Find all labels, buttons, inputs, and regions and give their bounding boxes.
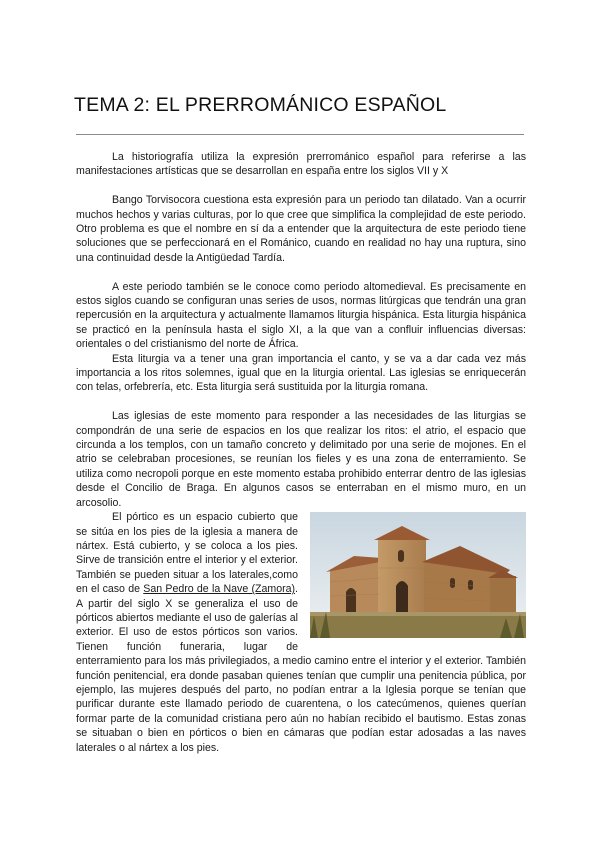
paragraph-1: La historiografía utiliza la expresión prerrománico español para referirse a las manifestaciones artísticas que se desarrollan en españa entre los siglos VII y X [76, 151, 526, 178]
paragraph-3: A este periodo también se le conoce como periodo altomedieval. Es precisamente en estos siglos cuando se configuran unas series de usos, normas litúrgicas que tendrán una gran repercusión en la arquitectura y actualmente llamamos liturgia hispánica. Esta liturgia hispánica se practicó en la península hasta el siglo XI, a la que van a confluir influencias diversas: orientales o del cristianismo del norte de África. [76, 280, 526, 351]
paragraph-4: Esta liturgia va a tener una gran importancia el canto, y se va a dar cada vez más importancia a los ritos solemnes, igual que en la liturgia oriental. Las iglesias se enriquecerán con telas, orfebrería, etc. Esta liturgia será sustituida por la liturgia romana. [76, 352, 526, 394]
paragraph-6-part-b: . A partir del siglo X se generaliza el uso de pórticos abiertos mediante el uso de galerías al exterior. El uso de estos pórticos son varios. Tienen función funeraria, lugar de enterramiento para los más privilegiados, a medio camino entre el interior y el exterior. También función penitencial, era donde pasaban quienes tenían que cumplir una penitencia pública, por ejemplo, las mujeres después del parto, no podían entrar a la Iglesia porque se tenían que purificar durante este llamado periodo de cuarentena, o los catecúmenos, quienes querían formar parte de la comunidad cristiana pero aún no habían recibido el bautismo. Estas zonas se situaban o bien en pórticos o bien en cámaras que podían estar adosadas a las naves laterales o al nártex a los pies. [76, 583, 526, 754]
church-photo [310, 512, 526, 638]
title-divider [76, 134, 524, 135]
page-title: TEMA 2: EL PRERROMÁNICO ESPAÑOL [74, 94, 447, 116]
paragraph-2: Bango Torvisocora cuestiona esta expresión para un periodo tan dilatado. Van a ocurrir muchos hechos y varias culturas, por lo que cree que simplifica la complejidad de este periodo. Otro problema es que el nombre en sí da a entender que la arquitectura de este periodo tiene soluciones que se perfeccionará en el Románico, cuando en realidad no hay una ruptura, sino una continuidad desde la Antigüedad Tardía. [76, 194, 526, 264]
church-photo-icon [310, 512, 526, 638]
paragraph-6-part-a: El pórtico es un espacio cubierto que se sitúa en los pies de la iglesia a manera de nártex. Está cubierto, y se coloca a los pies. Sirve de transición entre el interior y el exterior. También se pueden situar a los laterales,como en el caso de [76, 511, 298, 596]
document-body [76, 150, 526, 755]
san-pedro-link[interactable]: San Pedro de la Nave (Zamora) [143, 583, 296, 596]
paragraph-5: Las iglesias de este momento para responder a las necesidades de las liturgias se compondrán de una serie de espacios en los que realizar los ritos: el atrio, el espacio que circunda a los templos, con un tamaño concreto y delimitado por una serie de mojones. En el atrio se celebraban procesiones, se reunían los fieles y es una zona de enterramiento. Se utiliza como necropoli porque en este momento estaba prohibido enterrar dentro de las iglesias desde el Concilio de Braga. En algunos casos se enterraban en el mismo muro, en un arcosolio. [76, 410, 526, 509]
